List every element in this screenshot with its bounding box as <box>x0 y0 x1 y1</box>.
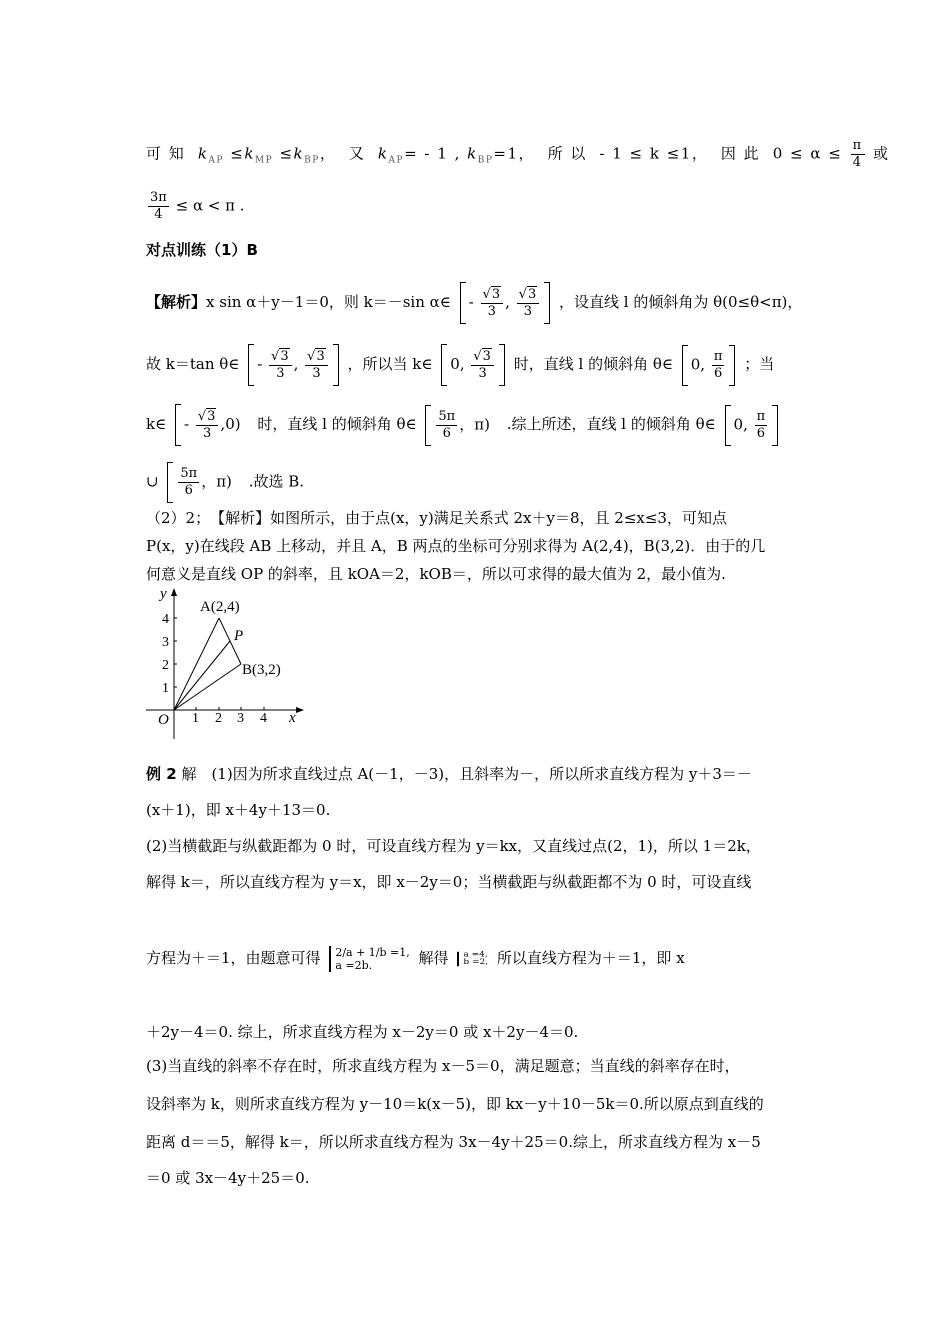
frac-den: 6 <box>713 365 723 381</box>
frac-num: √3 <box>196 408 219 426</box>
line-ob <box>174 664 241 710</box>
graph <box>140 584 310 744</box>
para-1-line-1: 可 知 $k_{AP} \le k_{MP} \le k_{BP}$， 又 $k_{AP}= - 1$ , $k_{BP}=1$， 所 以 - 1 ≤ k ≤1， 因 此 0 ≤ α ≤ $\frac{\pi}{4}$ 或 <box>146 138 890 170</box>
frac-sqrt3-3b <box>305 348 328 382</box>
frac-pi-6 <box>712 349 725 382</box>
frac-num: √3 <box>481 286 504 304</box>
interval-3 <box>441 344 505 386</box>
jiexi-after: ，设直线 l 的倾斜角为 θ(0≤θ<π)， <box>559 293 803 311</box>
sqrt-val: 3 <box>316 349 325 364</box>
k-mp: k <box>244 144 255 163</box>
line-oa <box>174 618 219 710</box>
interval-1: - $\frac{√3}{3}$ , $\frac{√3}{3}$ <box>460 282 551 324</box>
k-ap: k <box>197 144 209 163</box>
range-k: - 1 ≤ k ≤1， <box>599 144 709 163</box>
frac-num: 5π <box>180 466 198 481</box>
interval-6: $\frac{5\pi}{6}$ ，π) <box>425 405 498 446</box>
ex2-l5c: 所以直线方程为＋＝1，即 x <box>496 949 685 967</box>
jiexi-line-4 <box>146 462 808 503</box>
ex2-line-1 <box>146 764 808 784</box>
frac-num: 3π <box>150 190 167 205</box>
ex2-line-6: ＋2y－4＝0. 综上，所求直线方程为 x－2y＝0 或 x＋2y－4＝0. <box>146 1023 579 1041</box>
system-1 <box>329 946 409 972</box>
frac-sqrt3-3c <box>471 348 494 382</box>
ex2-line-5 <box>146 946 808 972</box>
frac-den: 4 <box>852 155 863 170</box>
k-bp: k <box>293 144 305 163</box>
frac-sqrt3-3b <box>517 286 540 320</box>
k-ap-2: k <box>377 144 389 163</box>
frac-pi-6b <box>755 409 768 442</box>
frac-sqrt3-3 <box>481 286 504 320</box>
frac-den: 3 <box>487 304 496 319</box>
pi-end: ，π <box>459 415 485 433</box>
sub-ap-2: AP <box>388 155 405 166</box>
interval-4 <box>682 345 736 386</box>
frac-5pi-6b <box>178 466 199 499</box>
para-1-line-2 <box>146 190 808 223</box>
ex2-line-7: (3)当直线的斜率不存在时，所求直线方程为 x－5＝0，满足题意；当直线的斜率存在时， <box>146 1057 740 1075</box>
frac-num: √3 <box>471 348 494 366</box>
sqrt-val: 3 <box>207 409 216 424</box>
frac-num: π <box>713 348 723 364</box>
sub-bp-2: BP <box>477 155 494 166</box>
minus: - <box>257 355 263 373</box>
interval-2: - $\frac{√3}{3}$ , $\frac{√3}{3}$ <box>248 344 339 386</box>
y-tick-label-3: 3 <box>162 635 169 650</box>
line-op <box>174 641 230 710</box>
text-suoyi: 所 以 <box>547 144 587 163</box>
sub-bp: BP <box>304 155 320 166</box>
jiexi-label: 【解析】 <box>146 293 207 311</box>
point-p-label: P <box>234 628 244 644</box>
text-you: 又 <box>348 144 366 163</box>
l3-end: ；当 <box>744 355 775 373</box>
origin-label: O <box>158 712 169 728</box>
ex2-line-3: (2)当横截距与纵截距都为 0 时，可设直线方程为 y＝kx，又直线过点(2，1)，所以 1＝2k， <box>146 837 761 855</box>
minus: - <box>468 293 474 311</box>
val-bp: =1， <box>493 144 536 163</box>
part2-line-2: P(x，y)在线段 AB 上移动，并且 A，B 两点的坐标可分别求得为 A(2,4)，B(3,2)．由于的几 <box>146 537 766 555</box>
alpha-end: ≤ α < π . <box>175 196 245 215</box>
ex2-line-4: 解得 k＝，所以直线方程为 y＝x，即 x－2y＝0；当横截距与纵截距都不为 0 时，可设直线 <box>146 873 752 891</box>
sub-ap: AP <box>208 155 224 166</box>
k-bp-2: k <box>467 144 478 163</box>
jiexi-line-1 <box>146 282 808 324</box>
frac-5pi-6 <box>436 409 457 442</box>
system-2 <box>457 952 488 966</box>
frac-num: π <box>852 138 863 153</box>
jiexi-expr: x sin α＋y－1＝0，则 k＝－sin α∈ <box>206 293 451 311</box>
jiexi-line-3 <box>146 404 808 446</box>
frac-den: 6 <box>756 425 766 441</box>
interval-7 <box>725 405 779 446</box>
frac-den: 6 <box>184 483 193 498</box>
range-alpha: 0 ≤ α ≤ <box>772 144 843 163</box>
x-tick-label-1: 1 <box>192 711 199 726</box>
frac-num: √3 <box>269 348 292 366</box>
frac-num: √3 <box>517 286 540 304</box>
frac-den: 3 <box>276 366 285 381</box>
minus: - <box>183 415 190 433</box>
frac-den: 3 <box>478 366 487 381</box>
point-a-label: A(2,4) <box>200 599 240 615</box>
l3-start: 故 k＝tan θ∈ <box>146 355 240 373</box>
y-tick-label-1: 1 <box>162 681 169 696</box>
l4-mid: 时，直线 l 的倾斜角 θ∈ <box>257 415 417 433</box>
ex2-line-2: (x＋1)，即 x＋4y＋13＝0. <box>146 801 331 819</box>
l5-end: .故选 B. <box>248 472 305 491</box>
x-tick-label-4: 4 <box>260 711 267 726</box>
sys1-row2: a =2b. <box>335 959 373 972</box>
interval-5: - $\frac{√3}{3}$ ,0) <box>175 404 249 446</box>
y-tick-label-2: 2 <box>162 658 169 673</box>
cup: ∪ <box>146 472 159 491</box>
text-yinci: 因 此 <box>720 144 761 163</box>
frac-sqrt3-3 <box>196 408 219 442</box>
frac-num: 5π <box>438 408 456 424</box>
sqrt-val: 3 <box>482 349 491 364</box>
sys2-row2: b =2, <box>463 958 489 967</box>
frac-3pi-4 <box>148 190 169 223</box>
zero-end: ,0 <box>220 415 235 433</box>
y-tick-label-4: 4 <box>162 612 169 627</box>
point-b-label: B(3,2) <box>242 662 281 678</box>
l3-mid: ，所以当 k∈ <box>347 355 433 373</box>
sqrt-val: 3 <box>527 287 537 302</box>
frac-den: 4 <box>154 207 163 222</box>
x-label: x <box>289 710 296 726</box>
ex2-l5a: 方程为＋＝1，由题意可得 <box>146 949 321 967</box>
frac-den: 3 <box>202 426 212 441</box>
frac-den: 6 <box>442 425 451 441</box>
val-ap: = - 1 , <box>404 144 461 163</box>
ex2-l5b: 解得 <box>418 949 449 967</box>
l4-mid2: .综上所述，直线 l 的倾斜角 θ∈ <box>506 415 716 433</box>
jiexi-line-2 <box>146 344 808 386</box>
zero: 0, <box>450 355 465 373</box>
frac-pi-4 <box>851 138 865 171</box>
frac-sqrt3-3 <box>269 348 292 382</box>
ex2-line-10: ＝0 或 3x－4y＋25＝0. <box>146 1169 310 1187</box>
frac-num: π <box>756 408 766 424</box>
text-kezhi: 可 知 <box>146 144 186 163</box>
frac-den: 3 <box>523 304 533 319</box>
ex2-line-9: 距离 d＝＝5，解得 k＝，所以所求直线方程为 3x－4y＋25＝0.综上，所求直线方程为 x－5 <box>146 1133 761 1151</box>
sub-mp: MP <box>254 155 274 166</box>
part2-line-1: （2）2； 【解析】如图所示，由于点(x，y)满足关系式 2x＋y＝8，且 2≤x≤3，可知点 <box>146 509 727 527</box>
sys2-row1: a =4, <box>463 951 488 959</box>
l3-mid2: 时，直线 l 的倾斜角 θ∈ <box>513 355 673 373</box>
part2-line-3: 何意义是直线 OP 的斜率，且 kOA＝2，kOB＝，所以可求得的最大值为 2，最小值为. <box>146 565 726 583</box>
ex2-l1: 解 (1)因为所求直线过点 A(－1，－3)，且斜率为－，所以所求直线方程为 y＋3＝－ <box>181 765 752 783</box>
l4-start: k∈ <box>146 415 167 433</box>
zero: 0, <box>733 415 748 433</box>
frac-den: 3 <box>312 366 321 381</box>
ex2-line-8: 设斜率为 k，则所求直线方程为 y－10＝k(x－5)，即 kx－y＋10－5k＝0.所以原点到直线的 <box>146 1095 764 1113</box>
x-tick-label-3: 3 <box>237 711 244 726</box>
frac-num: √3 <box>305 348 328 366</box>
sys1-row1: 2/a + 1/b =1, <box>335 946 410 959</box>
x-tick-label-2: 2 <box>215 711 222 726</box>
pi-end: ，π <box>201 472 227 491</box>
sqrt-val: 3 <box>491 287 501 302</box>
zero: 0, <box>690 355 706 373</box>
interval-8: $\frac{5\pi}{6}$ ，π) <box>167 462 240 503</box>
ex2-label: 例 2 <box>146 765 177 783</box>
sqrt-val: 3 <box>280 349 289 364</box>
y-label: y <box>160 586 167 602</box>
heading-duidian: 对点训练（1）B <box>146 241 258 259</box>
y-axis-arrow <box>171 588 177 596</box>
x-axis-arrow <box>296 707 304 713</box>
text-huo: 或 <box>872 144 890 163</box>
